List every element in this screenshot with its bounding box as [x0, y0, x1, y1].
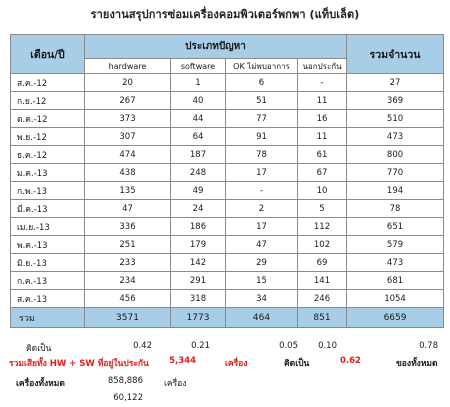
table-row: [11, 254, 444, 272]
loss-percent-suffix: ของทั้งหมด: [396, 359, 438, 369]
percent-hardware: 0.42: [133, 341, 152, 351]
header-ok: OK ไม่พบอาการ: [226, 59, 298, 74]
report-title: รายงานสรุปการซ่อมเครื่องคอมพิวเตอร์พกพา (แท็บเล็ต): [90, 8, 360, 21]
cell-ok: -: [226, 182, 298, 200]
table-row: [11, 110, 444, 128]
cell-software: 318: [171, 290, 226, 308]
cell-ok: 15: [226, 272, 298, 290]
cell-software: 291: [171, 272, 226, 290]
table-row: [11, 164, 444, 182]
cell-hardware: 474: [85, 146, 171, 164]
cell-software: 187: [171, 146, 226, 164]
cell-outside-warranty: 141: [298, 272, 347, 290]
cell-software: 40: [171, 92, 226, 110]
cell-total: 27: [347, 74, 444, 92]
cell-ok: 78: [226, 146, 298, 164]
cell-month: มิ.ย.-13: [11, 254, 85, 272]
cell-month: ก.ย.-12: [11, 92, 85, 110]
cell-month: ส.ค.-12: [11, 74, 85, 92]
cell-software: 248: [171, 164, 226, 182]
all-devices-extra-value: 60,122: [113, 393, 143, 403]
cell-ok: 29: [226, 254, 298, 272]
table-row: [11, 200, 444, 218]
repair-summary-table: [10, 34, 444, 328]
cell-software: 142: [171, 254, 226, 272]
loss-unit: เครื่อง: [225, 359, 248, 369]
header-outside-warranty: นอกประกัน: [298, 59, 347, 74]
cell-ok: 47: [226, 236, 298, 254]
table-row: [11, 74, 444, 92]
all-devices-value: 858,886: [107, 376, 143, 386]
header-problem-type: ประเภทปัญหา: [85, 35, 347, 59]
total-hardware: 3571: [85, 308, 171, 328]
cell-total: 369: [347, 92, 444, 110]
cell-outside-warranty: 246: [298, 290, 347, 308]
cell-outside-warranty: -: [298, 74, 347, 92]
total-row: [11, 308, 444, 328]
cell-month: ธ.ค.-12: [11, 146, 85, 164]
cell-ok: 2: [226, 200, 298, 218]
cell-outside-warranty: 11: [298, 92, 347, 110]
percent-outside: 0.10: [318, 341, 337, 351]
cell-hardware: 20: [85, 74, 171, 92]
total-outside-warranty: 851: [298, 308, 347, 328]
cell-total: 473: [347, 128, 444, 146]
cell-ok: 77: [226, 110, 298, 128]
loss-value: 5,344: [169, 356, 196, 366]
cell-hardware: 135: [85, 182, 171, 200]
loss-label: รวมเสียทั้ง HW + SW ที่อยู่ในประกัน: [9, 359, 149, 369]
cell-total: 78: [347, 200, 444, 218]
cell-software: 179: [171, 236, 226, 254]
cell-month: ก.พ.-13: [11, 182, 85, 200]
header-month: เดือน/ปี: [11, 35, 85, 74]
total-ok: 464: [226, 308, 298, 328]
cell-total: 800: [347, 146, 444, 164]
cell-ok: 34: [226, 290, 298, 308]
cell-total: 1054: [347, 290, 444, 308]
cell-month: ก.ค.-13: [11, 272, 85, 290]
cell-outside-warranty: 11: [298, 128, 347, 146]
header-hardware: hardware: [85, 59, 171, 74]
table-row: [11, 92, 444, 110]
cell-hardware: 251: [85, 236, 171, 254]
cell-hardware: 234: [85, 272, 171, 290]
cell-month: พ.ย.-12: [11, 128, 85, 146]
table-row: [11, 218, 444, 236]
cell-outside-warranty: 10: [298, 182, 347, 200]
cell-software: 44: [171, 110, 226, 128]
total-total: 6659: [347, 308, 444, 328]
cell-month: พ.ค.-13: [11, 236, 85, 254]
cell-hardware: 233: [85, 254, 171, 272]
loss-percent-value: 0.62: [340, 356, 361, 366]
cell-outside-warranty: 69: [298, 254, 347, 272]
percent-ok: 0.05: [279, 341, 298, 351]
header-software: software: [171, 59, 226, 74]
cell-month: มี.ค.-13: [11, 200, 85, 218]
all-devices-label: เครื่องทั้งหมด: [16, 379, 65, 389]
cell-ok: 17: [226, 218, 298, 236]
cell-hardware: 307: [85, 128, 171, 146]
cell-outside-warranty: 5: [298, 200, 347, 218]
cell-month: เม.ย.-13: [11, 218, 85, 236]
cell-software: 186: [171, 218, 226, 236]
cell-total: 681: [347, 272, 444, 290]
header-total: รวมจำนวน: [347, 35, 444, 74]
cell-outside-warranty: 112: [298, 218, 347, 236]
cell-total: 473: [347, 254, 444, 272]
cell-outside-warranty: 61: [298, 146, 347, 164]
cell-total: 651: [347, 218, 444, 236]
table-row: [11, 146, 444, 164]
cell-hardware: 336: [85, 218, 171, 236]
table-row: [11, 182, 444, 200]
cell-hardware: 267: [85, 92, 171, 110]
percent-software: 0.21: [191, 341, 210, 351]
cell-hardware: 438: [85, 164, 171, 182]
loss-percent-label: คิดเป็น: [284, 359, 310, 369]
cell-ok: 17: [226, 164, 298, 182]
cell-hardware: 456: [85, 290, 171, 308]
cell-total: 579: [347, 236, 444, 254]
cell-total: 770: [347, 164, 444, 182]
cell-ok: 51: [226, 92, 298, 110]
cell-month: ส.ค.-13: [11, 290, 85, 308]
cell-software: 49: [171, 182, 226, 200]
cell-ok: 6: [226, 74, 298, 92]
table-row: [11, 272, 444, 290]
cell-software: 64: [171, 128, 226, 146]
table-row: [11, 236, 444, 254]
all-devices-unit: เครื่อง: [164, 379, 187, 389]
table-row: [11, 128, 444, 146]
cell-software: 1: [171, 74, 226, 92]
total-software: 1773: [171, 308, 226, 328]
table-row: [11, 290, 444, 308]
cell-month: ต.ค.-12: [11, 110, 85, 128]
cell-outside-warranty: 102: [298, 236, 347, 254]
cell-outside-warranty: 67: [298, 164, 347, 182]
cell-hardware: 47: [85, 200, 171, 218]
cell-total: 510: [347, 110, 444, 128]
cell-total: 194: [347, 182, 444, 200]
cell-month: ม.ค.-13: [11, 164, 85, 182]
cell-outside-warranty: 16: [298, 110, 347, 128]
total-label: รวม: [11, 308, 85, 328]
percent-label: คิดเป็น: [26, 344, 52, 354]
cell-software: 24: [171, 200, 226, 218]
percent-total: 0.78: [419, 341, 438, 351]
cell-ok: 91: [226, 128, 298, 146]
cell-hardware: 373: [85, 110, 171, 128]
